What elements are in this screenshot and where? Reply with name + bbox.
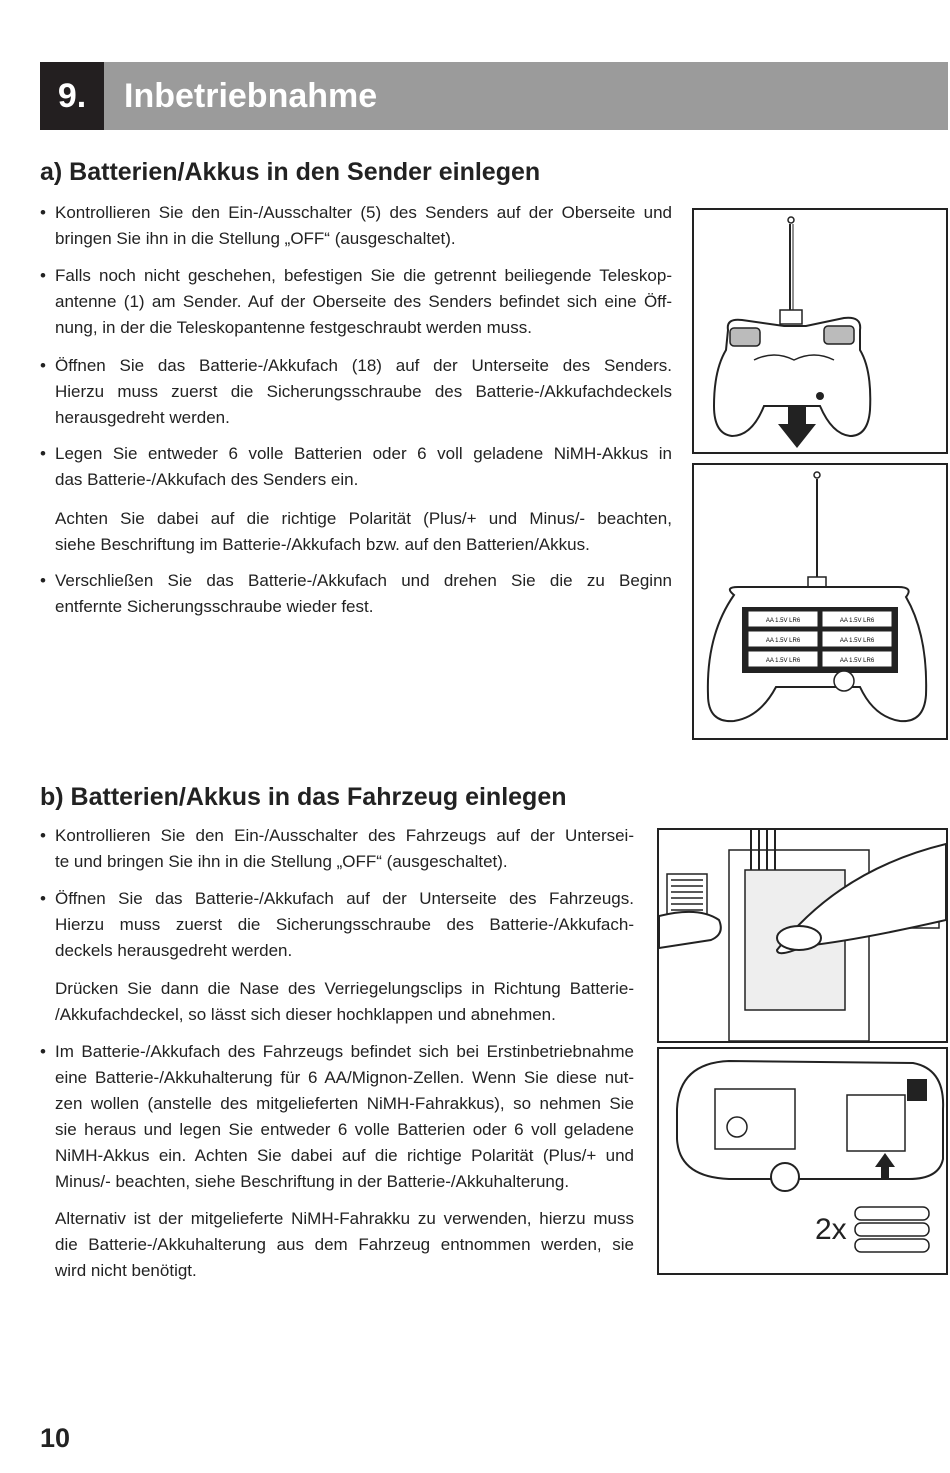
text-line: Achten Sie dabei auf die richtige Polarität (Plus/+ und Minus/- beachten, — [55, 509, 672, 528]
section-a-paragraph-1 — [55, 200, 672, 252]
section-a-paragraph-3 — [55, 353, 672, 431]
multiplier-label: 2x — [815, 1213, 847, 1246]
text-line: sie heraus und legen Sie entweder 6 volle Batterien oder 6 voll geladene — [55, 1120, 634, 1139]
text-line: Hierzu muss zuerst die Sicherungsschraube des Batterie-/Akkufachdeckels — [55, 382, 672, 401]
section-b-paragraph-3 — [55, 976, 634, 1028]
text-line: herausgedreht werden. — [55, 408, 230, 427]
text-line: das Batterie-/Akkufach des Senders ein. — [55, 470, 359, 489]
chapter-number: 9. — [40, 62, 104, 130]
text-line: Verschließen Sie das Batterie-/Akkufach und drehen Sie die zu Beginn — [55, 571, 672, 590]
vehicle-clip-figure — [657, 828, 948, 1043]
text-line: Minus/- beachten, siehe Beschriftung in der Batterie-/Akkuhalterung. — [55, 1172, 570, 1191]
battery-label: AA 1.5V LR6 — [839, 658, 875, 664]
bullet-marker: • — [40, 826, 46, 845]
battery-label: AA 1.5V LR6 — [839, 618, 875, 624]
text-line: eine Batterie-/Akkuhalterung für 6 AA/Mignon-Zellen. Wenn Sie diese nut- — [55, 1068, 634, 1087]
text-line: Drücken Sie dann die Nase des Verriegelungsclips in Richtung Batterie- — [55, 979, 634, 998]
bullet-marker: • — [40, 444, 46, 463]
text-line: Falls noch nicht geschehen, befestigen Sie die getrennt beiliegende Teleskop- — [55, 266, 672, 285]
text-line: Öffnen Sie das Batterie-/Akkufach (18) auf der Unterseite des Senders. — [55, 356, 672, 375]
bullet-marker: • — [40, 203, 46, 222]
vehicle-clip-illustration — [659, 830, 946, 1041]
text-line: nung, in der die Teleskopantenne festgeschraubt werden muss. — [55, 318, 532, 337]
bullet-marker: • — [40, 1042, 46, 1061]
battery-label: AA 1.5V LR6 — [765, 638, 801, 644]
bullet-marker: • — [40, 889, 46, 908]
text-line: NiMH-Akkus ein. Achten Sie dabei auf die richtige Polarität (Plus/+ und — [55, 1146, 634, 1165]
bullet-marker: • — [40, 571, 46, 590]
text-line: Öffnen Sie das Batterie-/Akkufach auf der Unterseite des Fahrzeugs. — [55, 889, 634, 908]
page-number: 10 — [40, 1423, 71, 1453]
text-line: Kontrollieren Sie den Ein-/Ausschalter des Fahrzeugs auf der Untersei- — [55, 826, 634, 845]
transmitter-antenna-figure — [692, 208, 948, 454]
text-line: deckels herausgedreht werden. — [55, 941, 293, 960]
text-line: Im Batterie-/Akkufach des Fahrzeugs befindet sich bei Erstinbetriebnahme — [55, 1042, 634, 1061]
text-line: siehe Beschriftung im Batterie-/Akkufach bzw. auf den Batterien/Akkus. — [55, 535, 590, 554]
section-b-paragraph-4 — [55, 1039, 634, 1195]
section-b-title: b) Batterien/Akkus in das Fahrzeug einlegen — [40, 783, 567, 811]
text-line: zen wollen (anstelle des mitgelieferten NiMH-Fahrakkus), so nehmen Sie — [55, 1094, 634, 1113]
text-line: Kontrollieren Sie den Ein-/Ausschalter (5) des Senders auf der Oberseite und — [55, 203, 672, 222]
text-line: wird nicht benötigt. — [55, 1261, 197, 1280]
battery-label: AA 1.5V LR6 — [765, 658, 801, 664]
section-a-paragraph-2 — [55, 263, 672, 341]
section-b-paragraph-1 — [55, 823, 634, 875]
chapter-title: Inbetriebnahme — [124, 77, 378, 115]
bullet-marker: • — [40, 266, 46, 285]
battery-label: AA 1.5V LR6 — [765, 618, 801, 624]
vehicle-battery-illustration — [659, 1049, 946, 1273]
text-line: bringen Sie ihn in die Stellung „OFF“ (ausgeschaltet). — [55, 229, 456, 248]
section-a-title: a) Batterien/Akkus in den Sender einlegen — [40, 158, 541, 186]
section-b-paragraph-5 — [55, 1206, 634, 1284]
text-line: te und bringen Sie ihn in die Stellung „OFF“ (ausgeschaltet). — [55, 852, 508, 871]
text-line: entfernte Sicherungsschraube wieder fest. — [55, 597, 374, 616]
transmitter-battery-illustration — [694, 465, 946, 738]
text-line: Legen Sie entweder 6 volle Batterien oder 6 voll geladene NiMH-Akkus in — [55, 444, 672, 463]
text-line: Alternativ ist der mitgelieferte NiMH-Fahrakku zu verwenden, hierzu muss — [55, 1209, 634, 1228]
vehicle-battery-figure — [657, 1047, 948, 1275]
text-line: antenne (1) am Sender. Auf der Oberseite des Senders befindet sich eine Öff- — [55, 292, 672, 311]
transmitter-antenna-illustration — [694, 210, 946, 452]
text-line: Hierzu muss zuerst die Sicherungsschraube des Batterie-/Akkufach- — [55, 915, 634, 934]
battery-label: AA 1.5V LR6 — [839, 638, 875, 644]
section-a-paragraph-5 — [55, 506, 672, 558]
bullet-marker: • — [40, 356, 46, 375]
chapter-header — [40, 62, 948, 130]
section-b-paragraph-2 — [55, 886, 634, 964]
text-line: /Akkufachdeckel, so lässt sich dieser hochklappen und abnehmen. — [55, 1005, 556, 1024]
text-line: die Batterie-/Akkuhalterung aus dem Fahrzeug entnommen werden, sie — [55, 1235, 634, 1254]
section-a-paragraph-4 — [55, 441, 672, 493]
section-a-paragraph-6 — [55, 568, 672, 620]
transmitter-battery-figure — [692, 463, 948, 740]
